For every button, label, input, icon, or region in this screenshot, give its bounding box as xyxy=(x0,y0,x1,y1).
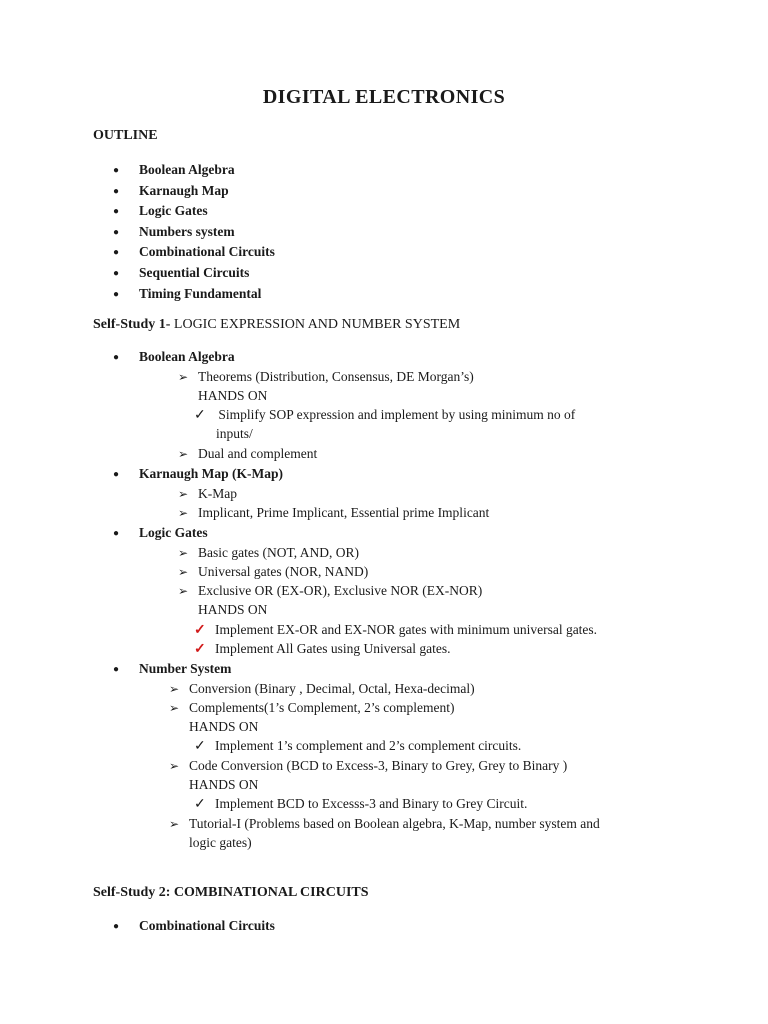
arrow-bullet-icon: ➢ xyxy=(178,584,189,598)
logic-gates-item: ● Logic Gates xyxy=(113,525,208,540)
check-mark-icon: ✓ xyxy=(194,797,206,812)
check-mark-icon: ✓ xyxy=(194,408,206,423)
number-system-item: ● Number System xyxy=(113,661,232,676)
bullet-dot-icon: ● xyxy=(113,227,120,238)
bullet-dot-icon: ● xyxy=(113,664,120,675)
combinational-circuits-item: ● Combinational Circuits xyxy=(113,918,275,933)
simplify-sop-item: ✓ Simplify SOP expression and implement by using minimum no of xyxy=(194,407,576,423)
arrow-bullet-icon: ➢ xyxy=(169,701,180,715)
bullet-dot-icon: ● xyxy=(113,921,120,932)
arrow-bullet-icon: ➢ xyxy=(178,447,189,461)
kmap-subitem: ➢ K-Map xyxy=(178,486,237,501)
implement-all-gates-item: ✓ Implement All Gates using Universal gates. xyxy=(194,641,451,657)
bullet-dot-icon: ● xyxy=(113,469,120,480)
karnaugh-map-item: ● Karnaugh Map (K-Map) xyxy=(113,466,284,481)
implement-exor-item: ✓ Implement EX-OR and EX-NOR gates with minimum universal gates. xyxy=(194,622,598,638)
tutorial-subitem: ➢ Tutorial-I (Problems based on Boolean algebra, K-Map, number system and xyxy=(169,816,600,831)
implement-bcd-item: ✓ Implement BCD to Excesss-3 and Binary to Grey Circuit. xyxy=(194,796,528,812)
bullet-dot-icon: ● xyxy=(113,289,120,300)
hands-on-label: HANDS ON xyxy=(198,602,268,617)
arrow-bullet-icon: ➢ xyxy=(178,546,189,560)
basic-gates-subitem: ➢ Basic gates (NOT, AND, OR) xyxy=(178,545,359,560)
hands-on-label: HANDS ON xyxy=(198,388,268,403)
arrow-bullet-icon: ➢ xyxy=(178,370,189,384)
arrow-bullet-icon: ➢ xyxy=(169,759,180,773)
bullet-dot-icon: ● xyxy=(113,165,120,176)
bullet-dot-icon: ● xyxy=(113,352,120,363)
check-mark-icon: ✓ xyxy=(194,623,206,638)
self-study-2-heading: Self-Study 2: COMBINATIONAL CIRCUITS xyxy=(93,885,369,900)
bullet-dot-icon: ● xyxy=(113,268,120,279)
hands-on-label: HANDS ON xyxy=(189,719,259,734)
theorems-item: ➢ Theorems (Distribution, Consensus, DE Morgan’s) xyxy=(178,369,474,384)
bullet-dot-icon: ● xyxy=(113,206,120,217)
dual-complement-item: ➢ Dual and complement xyxy=(178,446,318,461)
code-conversion-subitem: ➢ Code Conversion (BCD to Excess-3, Binary to Grey, Grey to Binary ) xyxy=(169,758,568,773)
outline-item: ● Timing Fundamental xyxy=(113,286,262,301)
arrow-bullet-icon: ➢ xyxy=(169,682,180,696)
conversion-subitem: ➢ Conversion (Binary , Decimal, Octal, Hexa-decimal) xyxy=(169,681,475,696)
implement-complement-item: ✓ Implement 1’s complement and 2’s complement circuits. xyxy=(194,738,522,754)
outline-item: ● Karnaugh Map xyxy=(113,183,229,198)
simplify-sop-continuation: inputs/ xyxy=(216,426,253,441)
tutorial-continuation: logic gates) xyxy=(189,835,252,850)
implicant-subitem: ➢ Implicant, Prime Implicant, Essential prime Implicant xyxy=(178,505,490,520)
document-title: DIGITAL ELECTRONICS xyxy=(262,86,506,108)
arrow-bullet-icon: ➢ xyxy=(178,565,189,579)
arrow-bullet-icon: ➢ xyxy=(169,817,180,831)
hands-on-label: HANDS ON xyxy=(189,777,259,792)
outline-item: ● Boolean Algebra xyxy=(113,162,235,177)
bullet-dot-icon: ● xyxy=(113,186,120,197)
outline-item: ● Logic Gates xyxy=(113,203,208,218)
boolean-algebra-item: ● Boolean Algebra xyxy=(113,349,235,364)
outline-item: ● Sequential Circuits xyxy=(113,265,250,280)
complements-subitem: ➢ Complements(1’s Complement, 2’s complement) xyxy=(169,700,455,715)
check-mark-icon: ✓ xyxy=(194,642,206,657)
universal-gates-subitem: ➢ Universal gates (NOR, NAND) xyxy=(178,564,369,579)
outline-heading: OUTLINE xyxy=(93,128,158,143)
outline-item: ● Combinational Circuits xyxy=(113,244,275,259)
arrow-bullet-icon: ➢ xyxy=(178,487,189,501)
outline-item: ● Numbers system xyxy=(113,224,235,239)
bullet-dot-icon: ● xyxy=(113,528,120,539)
check-mark-icon: ✓ xyxy=(194,739,206,754)
self-study-1-heading: Self-Study 1- LOGIC EXPRESSION AND NUMBER SYSTEM xyxy=(93,317,461,332)
exclusive-gates-subitem: ➢ Exclusive OR (EX-OR), Exclusive NOR (EX-NOR) xyxy=(178,583,483,598)
arrow-bullet-icon: ➢ xyxy=(178,506,189,520)
bullet-dot-icon: ● xyxy=(113,247,120,258)
